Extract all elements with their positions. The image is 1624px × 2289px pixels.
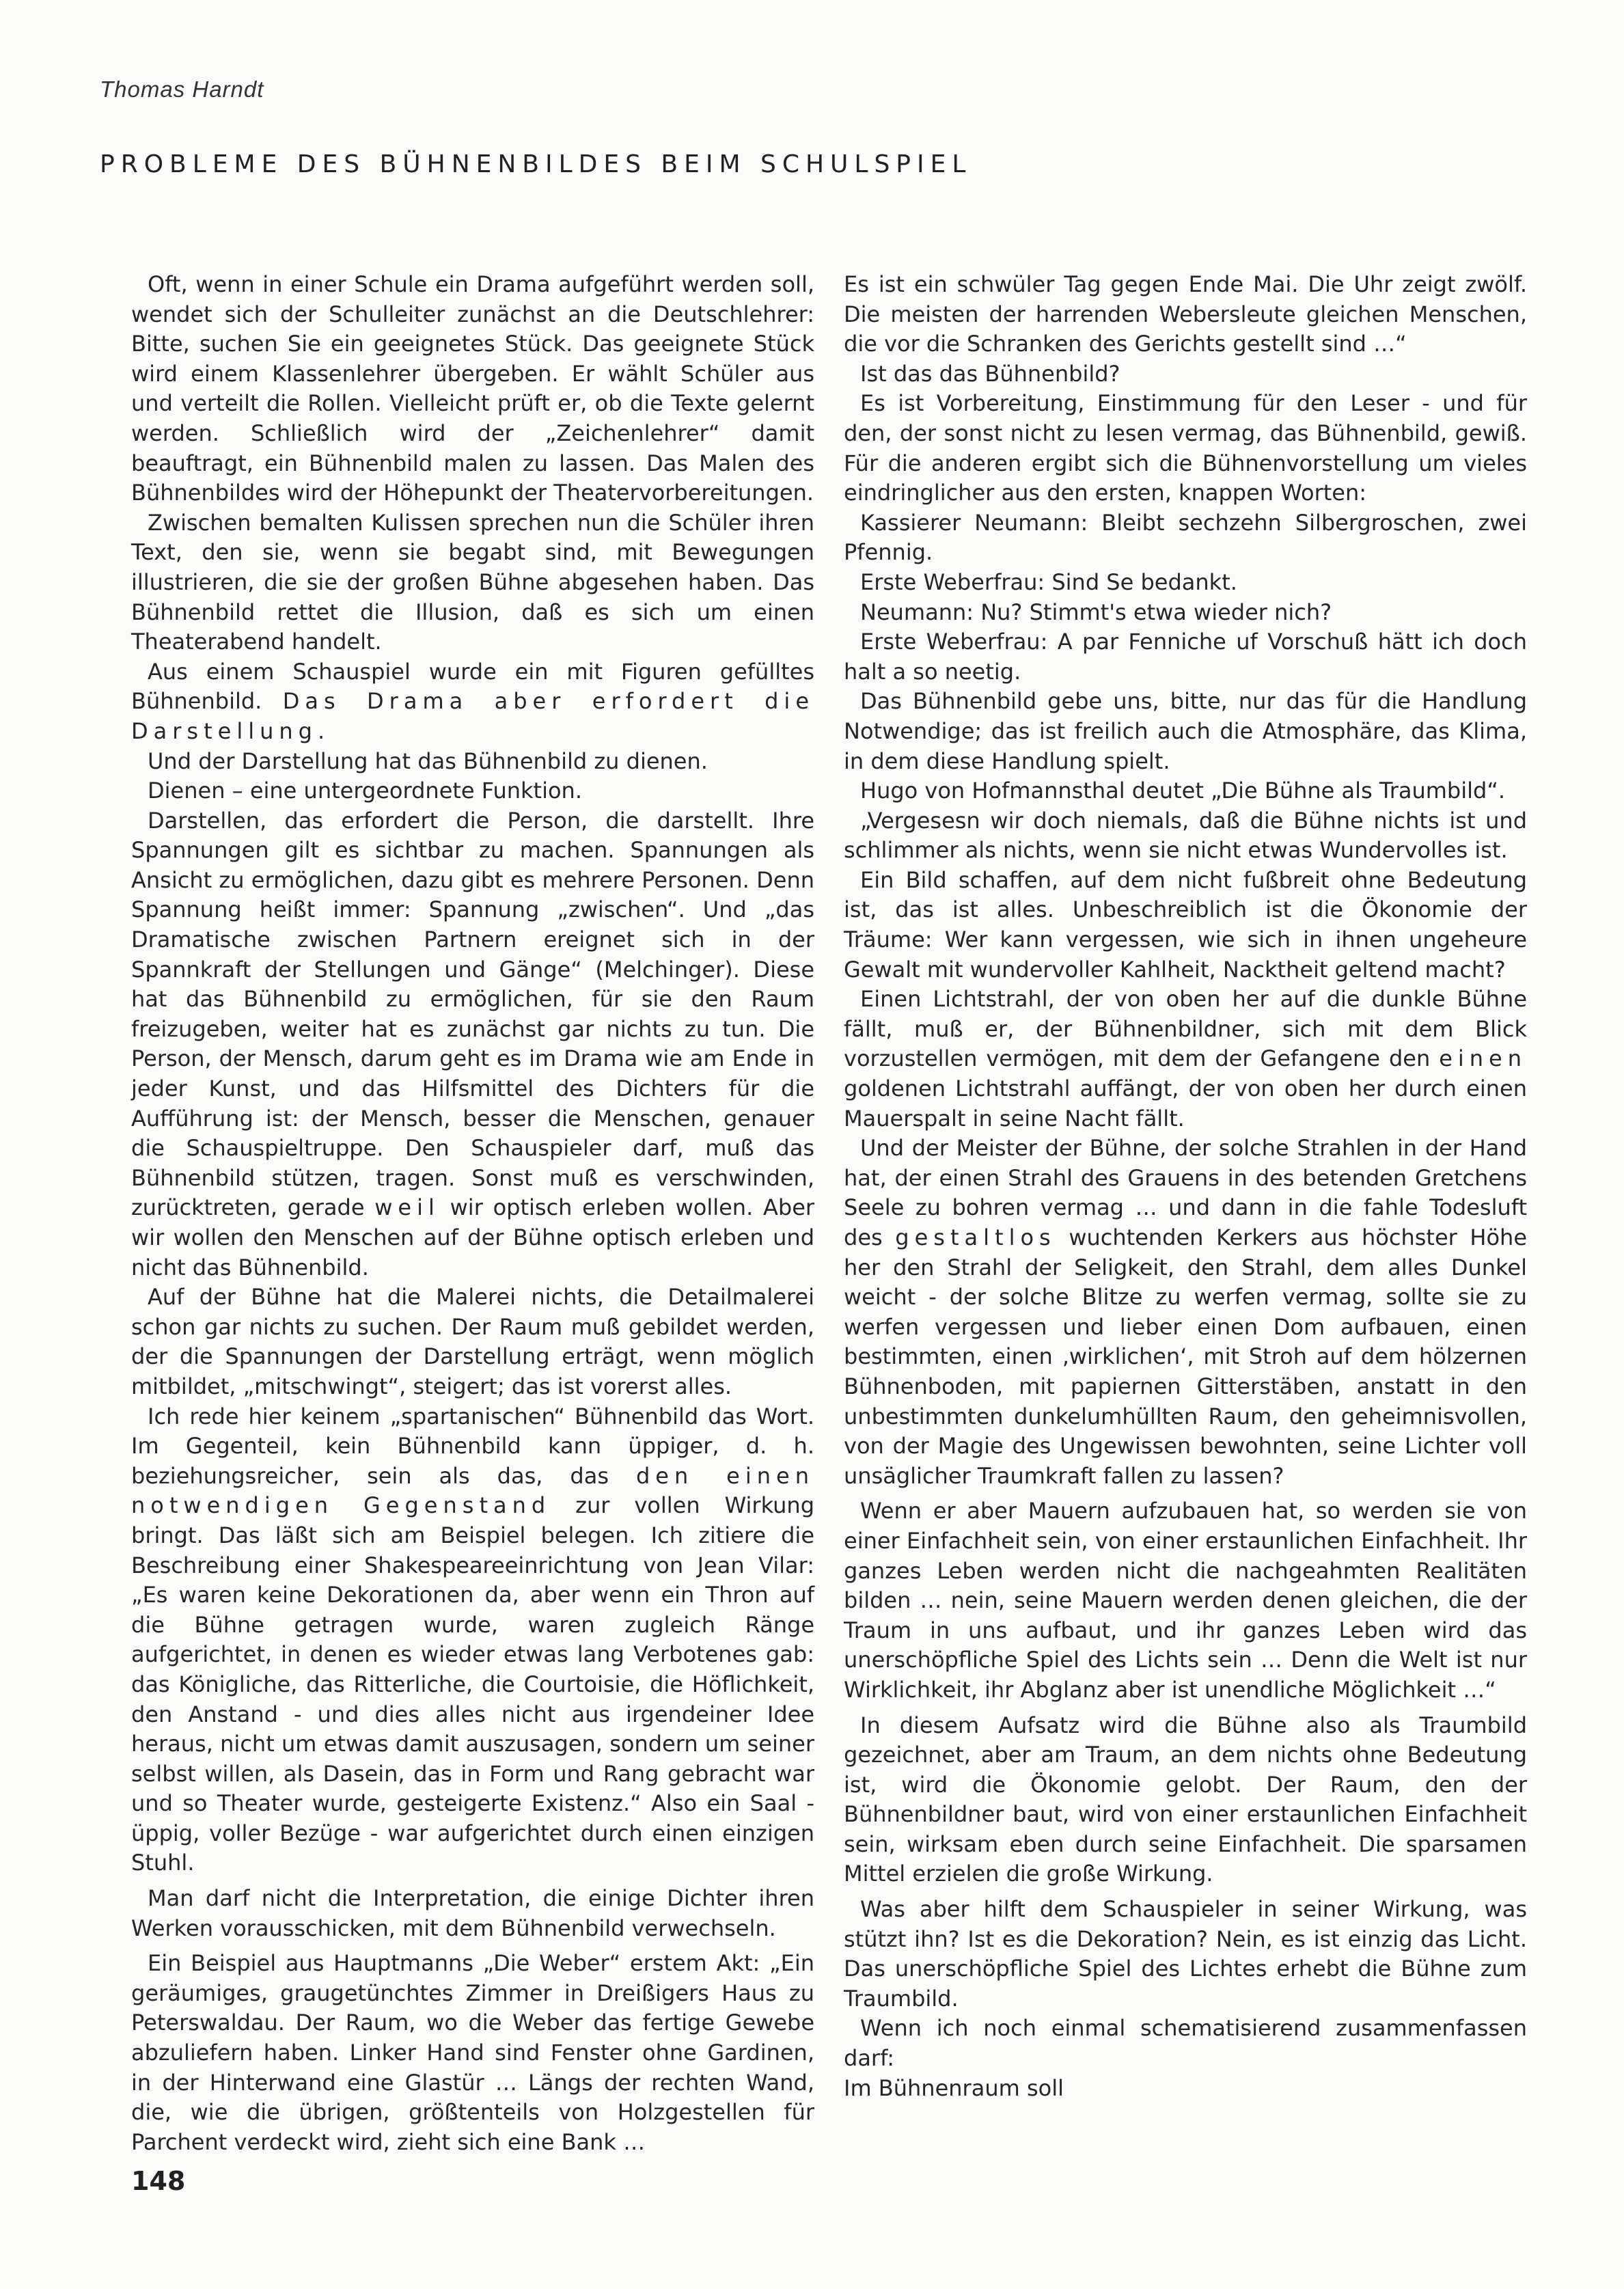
paragraph-text: Ich rede hier keinem „spartanischen“ Bühnenbild das Wort. Im Gegenteil, kein Bühnenbild kann üppiger, d. h. beziehungsreicher, sein als das, das (131, 1403, 814, 1489)
paragraph: Wenn er aber Mauern aufzubauen hat, so werden sie von einer Einfachheit sein, von einer erstaunlichen Einfachheit. Ihr ganzes Leben werden nicht die nachgeahmten Realitäten bilden … nein, seine Mauern werden denen gleichen, die der Traum in uns aufbaut, und ihr ganzes Leben wird das unerschöpfliche Spiel des Lichts sein … Denn die Welt ist nur Wirklichkeit, ihr Abglanz aber ist unendliche Möglichkeit …“ (844, 1498, 1527, 1703)
paragraph (131, 806, 814, 1283)
paragraph: Wenn ich noch einmal schematisierend zusammenfassen darf: (844, 2015, 1527, 2072)
paragraph: Was aber hilft dem Schauspieler in seiner Wirkung, was stützt ihn? Ist es die Dekoration? Nein, es ist einzig das Licht. Das unerschöpfliche Spiel des Lichtes erhebt die Bühne zum Traumbild. (844, 1896, 1527, 2012)
paragraph (844, 985, 1527, 1134)
article-title: PROBLEME DES BÜHNENBILDES BEIM SCHULSPIEL (100, 150, 972, 178)
paragraph-text: goldenen Lichtstrahl auffängt, der von oben her durch einen Mauerspalt in seine Nacht fällt. (844, 1075, 1527, 1132)
paragraph-text: Einen Lichtstrahl, der von oben her auf die dunkle Bühne fällt, muß er, der Bühnenbildner, sich mit dem Blick vorzustellen vermögen, mit dem der Gefangene den (844, 986, 1527, 1072)
page-number: 148 (131, 2166, 186, 2196)
paragraph: Kassierer Neumann: Bleibt sechzehn Silbergroschen, zwei Pfennig. (844, 509, 1527, 566)
paragraph-text: wuchtenden Kerkers aus höchster Höhe her den Strahl der Seligkeit, den Strahl, dem alles Dunkel weicht - der solche Blitze zu werfen vermag, sollte sie zu werfen vergessen und lieber einen Dom aufbauen, einen bestimmten, einen ‚wirklichen‘, mit Stroh auf dem hölzernen Bühnenboden, mit papiernen Gitterstäben, anstatt in den unbestimmten dunkelumhüllten Raum, den geheimnisvollen, von der Magie des Ungewissen bewohnten, seine Lichter voll unsäglicher Traumkraft fallen zu lassen? (844, 1224, 1528, 1489)
paragraph: Oft, wenn in einer Schule ein Drama aufgeführt werden soll, wendet sich der Schulleiter zunächst an die Deutschlehrer: Bitte, suchen Sie ein geeignetes Stück. Das geeignete Stück wird einem Klassenlehrer übergeben. Er wählt Schüler aus und verteilt die Rollen. Vielleicht prüft er, ob die Texte gelernt werden. Schließlich wird der „Zeichenlehrer“ damit beauftragt, ein Bühnenbild malen zu lassen. Das Malen des Bühnenbildes wird der Höhepunkt der Theatervorbereitungen. (131, 271, 814, 506)
paragraph-text: Und der Meister der Bühne, der solche Strahlen in der Hand hat, der einen Strahl des Grauens in des betenden Gretchens Seele zu bohren vermag … und dann in die fahle Todesluft des (844, 1135, 1527, 1250)
paragraph: Dienen – eine untergeordnete Funktion. (148, 778, 582, 804)
paragraph: Erste Weberfrau: A par Fenniche uf Vorschuß hätt ich doch halt a so neetig. (844, 629, 1527, 685)
paragraph: „Vergesesn wir doch niemals, daß die Bühne nichts ist und schlimmer als nichts, wenn sie nicht etwas Wundervolles ist. (844, 807, 1527, 864)
paragraph (131, 657, 814, 747)
paragraph (131, 1402, 814, 1879)
spaced-emphasis: einen (1439, 1045, 1528, 1072)
paragraph: Ist das das Bühnenbild? (860, 360, 1120, 387)
paragraph: Ein Beispiel aus Hauptmanns „Die Weber“ erstem Akt: „Ein geräumiges, graugetünchtes Zimmer in Dreißigers Haus zu Peterswaldau. Der Raum, wo die Weber das fertige Gewebe abzuliefern haben. Linker Hand sind Fenster ohne Gardinen, in der Hinterwand eine Glastür … Längs der rechten Wand, die, wie die übrigen, größtenteils von Holzgestellen für Parchent verdeckt wird, zieht sich eine Bank … (131, 1950, 814, 2155)
paragraph-text: wir optisch erleben wollen. Aber wir wollen den Menschen auf der Bühne optisch erleben und nicht das Bühnenbild. (131, 1194, 815, 1280)
paragraph-text: zur vollen Wirkung bringt. Das läßt sich am Beispiel belegen. Ich zitiere die Beschreibung einer Shakespeareeinrichtung von Jean Vilar: „Es waren keine Dekorationen da, aber wenn ein Thron auf die Bühne getragen wurde, waren zugleich Ränge aufgerichtet, in denen es wieder etwas lang Verbotenes gab: das Königliche, das Ritterliche, die Courtoisie, die Höflichkeit, den Anstand - und dies alles nicht aus irgendeiner Idee heraus, nicht um etwas damit auszusagen, sondern um seiner selbst willen, als Dasein, das in Form und Rang gebracht war und so Theater wurde, gesteigerte Existenz.“ Also ein Saal - üppig, voller Bezüge - war aufgerichtet durch einen einzigen Stuhl. (131, 1492, 814, 1876)
paragraph: Neumann: Nu? Stimmt's etwa wieder nich? (860, 599, 1332, 625)
paragraph: Und der Darstellung hat das Bühnenbild zu dienen. (148, 748, 708, 774)
paragraph: Zwischen bemalten Kulissen sprechen nun die Schüler ihren Text, den sie, wenn sie begabt sind, mit Bewegungen illustrieren, die sie der großen Bühne abgesehen haben. Das Bühnenbild rettet die Illusion, daß es sich um einen Theaterabend handelt. (131, 509, 814, 655)
paragraph: Das Bühnenbild gebe uns, bitte, nur das für die Handlung Notwendige; das ist freilich auch die Atmosphäre, das Klima, in dem diese Handlung spielt. (844, 688, 1527, 774)
paragraph: Es ist Vorbereitung, Einstimmung für den Leser - und für den, der sonst nicht zu lesen vermag, das Bühnenbild, gewiß. Für die anderen ergibt sich die Bühnenvorstellung um vieles eindringlicher aus den ersten, knappen Worten: (844, 390, 1527, 506)
spaced-emphasis: den einen notwendigen Gegenstand (131, 1462, 815, 1519)
paragraph: Man darf nicht die Interpretation, die einige Dichter ihren Werken vorausschicken, mit dem Bühnenbild verwechseln. (131, 1885, 814, 1941)
paragraph: Auf der Bühne hat die Malerei nichts, die Detailmalerei schon gar nichts zu suchen. Der Raum muß gebildet werden, der die Spannungen der Darstellung erträgt, wenn möglich mitbildet, „mitschwingt“, steigert; das ist vorerst alles. (131, 1284, 814, 1399)
paragraph-text: Darstellen, das erfordert die Person, die darstellt. Ihre Spannungen gilt es sichtbar zu machen. Spannungen als Ansicht zu ermöglichen, dazu gibt es mehrere Personen. Denn Spannung heißt immer: Spannung „zwischen“. Und „das Dramatische zwischen Partnern ereignet sich in der Spannkraft der Stellungen und Gänge“ (Melchinger). Diese hat das Bühnenbild zu ermöglichen, für sie den Raum freizugeben, weiter hat es zunächst gar nichts zu tun. Die Person, der Mensch, darum geht es im Drama wie am Ende in jeder Kunst, und das Hilfsmittel des Dichters für die Aufführung ist: der Mensch, besser die Menschen, genauer die Schauspieltruppe. Den Schauspieler darf, muß das Bühnenbild stützen, tragen. Sonst muß es verschwinden, zurücktreten, gerade (131, 807, 814, 1221)
left-column (131, 270, 814, 2157)
spaced-emphasis: weil (374, 1194, 440, 1221)
author-name: Thomas Harndt (100, 77, 264, 102)
paragraph-text: Aus einem Schauspiel wurde ein mit Figuren gefülltes Bühnenbild. (131, 658, 814, 715)
paragraph: Ein Bild schaffen, auf dem nicht fußbreit ohne Bedeutung ist, das ist alles. Unbeschreiblich ist die Ökonomie der Träume: Wer kann vergessen, wie sich in ihnen ungeheure Gewalt mit wundervoller Kahlheit, Nacktheit geltend macht? (844, 866, 1527, 983)
paragraph: Hugo von Hofmannsthal deutet „Die Bühne als Traumbild“. (860, 778, 1506, 804)
spaced-emphasis: gestaltlos (895, 1224, 1056, 1250)
paragraph: In diesem Aufsatz wird die Bühne also als Traumbild gezeichnet, aber am Traum, an dem nichts ohne Bedeutung ist, wird die Ökonomie gelobt. Der Raum, den der Bühnenbildner baut, wird von einer erstaunlichen Einfachheit sein, wirksam eben durch seine Einfachheit. Die sparsamen Mittel erzielen die große Wirkung. (844, 1712, 1527, 1887)
paragraph (844, 1134, 1527, 1491)
paragraph: Im Bühnenraum soll (844, 2074, 1064, 2101)
paragraph: Es ist ein schwüler Tag gegen Ende Mai. Die Uhr zeigt zwölf. Die meisten der harrenden Webersleute gleichen Menschen, die vor die Schranken des Gerichts gestellt sind …“ (844, 271, 1527, 357)
right-column (844, 270, 1527, 2103)
paragraph: Erste Weberfrau: Sind Se bedankt. (860, 568, 1237, 595)
spaced-emphasis: Das Drama aber erfordert die Darstellung. (131, 688, 815, 744)
